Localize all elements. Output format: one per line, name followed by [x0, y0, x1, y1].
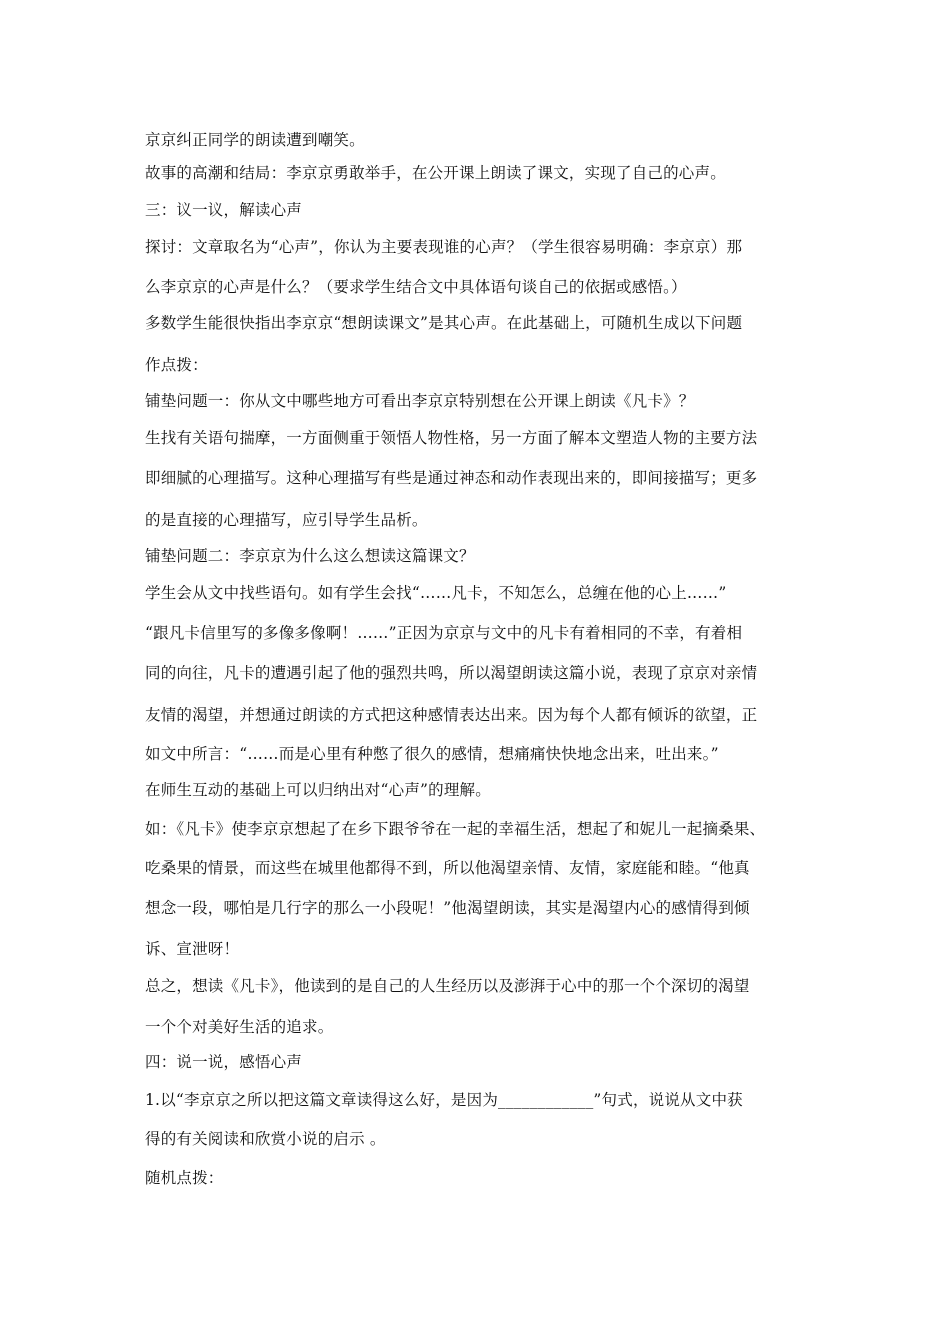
text-line: 得的有关阅读和欣赏小说的启示 。: [145, 1130, 386, 1148]
text-line: 在师生互动的基础上可以归纳出对“心声”的理解。: [145, 781, 491, 799]
text-line: 学生会从文中找些语句。如有学生会找“……凡卡，不知怎么，总缠在他的心上……”: [145, 584, 727, 602]
text-line: 一个个对美好生活的追求。: [145, 1018, 334, 1036]
text-line: 诉、宣泄呀！: [145, 940, 240, 958]
text-line: 友情的渴望，并想通过朗读的方式把这种感情表达出来。因为每个人都有倾诉的欲望，正: [145, 706, 758, 724]
text-line: 么李京京的心声是什么？（要求学生结合文中具体语句谈自己的依据或感悟。）: [145, 278, 687, 296]
text-line: 生找有关语句揣摩，一方面侧重于领悟人物性格，另一方面了解本文塑造人物的主要方法: [145, 429, 758, 447]
text-line: 探讨：文章取名为“心声”，你认为主要表现谁的心声？（学生很容易明确：李京京）那: [145, 238, 743, 256]
text-line: 如：《凡卡》使李京京想起了在乡下跟爷爷在一起的幸福生活，想起了和妮儿一起摘桑果、: [145, 820, 766, 838]
text-line: 随机点拨：: [145, 1169, 224, 1187]
text-line: 铺垫问题一：你从文中哪些地方可看出李京京特别想在公开课上朗读《凡卡》？: [145, 392, 695, 410]
text-line: 想念一段，哪怕是几行字的那么一小段呢！”他渴望朗读，其实是渴望内心的感情得到倾: [145, 899, 750, 917]
section-heading: 四：说一说，感悟心声: [145, 1053, 303, 1071]
text-line: 故事的高潮和结局：李京京勇敢举手，在公开课上朗读了课文，实现了自己的心声。: [145, 164, 726, 182]
text-line: 京京纠正同学的朗读遭到嘲笑。: [145, 131, 365, 149]
text-line: 即细腻的心理描写。这种心理描写有些是通过神态和动作表现出来的，即间接描写；更多: [145, 469, 758, 487]
text-line: 同的向往，凡卡的遭遇引起了他的强烈共鸣，所以渴望朗读这篇小说，表现了京京对亲情: [145, 664, 758, 682]
text-line: 吃桑果的情景，而这些在城里他都得不到，所以他渴望亲情、友情，家庭能和睦。“他真: [145, 859, 750, 877]
text-line: 1.以“李京京之所以把这篇文章读得这么好，是因为____________”句式，说说从文中获: [145, 1091, 743, 1109]
section-heading: 三：议一议，解读心声: [145, 201, 303, 219]
text-line: 铺垫问题二：李京京为什么这么想读这篇课文？: [145, 547, 475, 565]
text-line: 多数学生能很快指出李京京“想朗读课文”是其心声。在此基础上，可随机生成以下问题: [145, 314, 743, 332]
text-line: 总之，想读《凡卡》，他读到的是自己的人生经历以及澎湃于心中的那一个个深切的渴望: [145, 977, 750, 995]
text-line: 的是直接的心理描写，应引导学生品析。: [145, 511, 428, 529]
text-line: 作点拨：: [145, 356, 208, 374]
text-line: 如文中所言：“……而是心里有种憋了很久的感情，想痛痛快快地念出来，吐出来。”: [145, 745, 719, 763]
text-line: “跟凡卡信里写的多像多像啊！……”正因为京京与文中的凡卡有着相同的不幸，有着相: [145, 624, 743, 642]
